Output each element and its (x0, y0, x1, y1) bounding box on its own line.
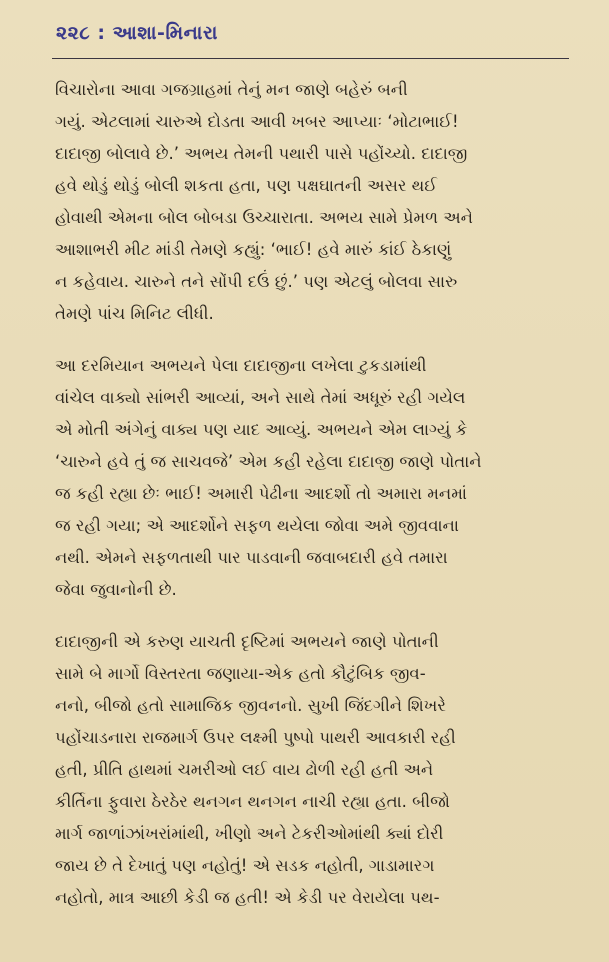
paragraph-2: આ દરમિયાન અભયને પેલા દાદાજીના લખેલા ટુકડામાંથી વાંચેલ વાક્યો સાંભરી આવ્યાં, અને સાથે તેમાં અધૂરું રહી ગયેલ એ મોતી અંગેનું વાક્ય પણ યાદ આવ્યું. અભયને એમ લાગ્યું કે ‘ચારુને હવે તું જ સાચવજે’ એમ કહી રહેલા દાદાજી જાણે પોતાને જ કહી રહ્યા છેઃ ભાઈ! અમારી પેઢીના આદર્શો તો અમારા મનમાં જ રહી ગયા; એ આદર્શોને સફળ થયેલા જોવા અમે જીવવાના નથી. એમને સફળતાથી પાર પાડવાની જવાબદારી હવે તમારા જેવા જુવાનોની છે. (55, 356, 482, 599)
paragraph-3: દાદાજીની એ કરુણ યાચતી દૃષ્ટિમાં અભયને જાણે પોતાની સામે બે માર્ગો વિસ્તરતા જણાયા-એક હતો કૌટુંબિક જીવ- નનો, બીજો હતો સામાજિક જીવનનો. સુખી જિંદગીને શિખરે પહોંચાડનારા રાજમાર્ગ ઉપર લક્ષ્મી પુષ્પો પાથરી આવકારી રહી હતી, પ્રીતિ હાથમાં ચમરીઓ લઈ વાય ઢોળી રહી હતી અને કીર્તિના ફુવારા ઠેરઠેર થનગન થનગન નાચી રહ્યા હતા. બીજો માર્ગ જાળાંઝાંખરાંમાંથી, ખીણો અને ટેકરીઓમાંથી ક્યાં દોરી જાય છે તે દેખાતું પણ નહોતું! એ સડક નહોતી, ગાડામારગ નહોતો, માત્ર આછી કેડી જ હતી! એ કેડી પર વેરાયેલા પથ- (55, 632, 456, 907)
paragraph-1: વિચારોના આવા ગજગ્રાહમાં તેનું મન જાણે બહેરું બની ગયું. એટલામાં ચારુએ દોડતા આવી ખબર આપ્યાઃ ‘મોટાભાઈ! દાદાજી બોલાવે છે.’ અભય તેમની પથારી પાસે પહોંચ્યો. દાદાજી હવે થોડું થોડું બોલી શકતા હતા, પણ પક્ષઘાતની અસર થઈ હોવાથી એમના બોલ બોબડા ઉચ્ચારાતા. અભય સામે પ્રેમળ અને આશાભરી મીટ માંડી તેમણે કહ્યું: ‘ભાઈ! હવે મારું કાંઈ ઠેકાણું ન કહેવાય. ચારુને તને સોંપી દઉં છું.’ પણ એટલું બોલવા સારુ તેમણે પાંચ મિનિટ લીધી. (55, 80, 473, 323)
header-rule (52, 58, 569, 59)
page-header: ૨૨૮ : આશા-મિનારા (56, 22, 218, 44)
